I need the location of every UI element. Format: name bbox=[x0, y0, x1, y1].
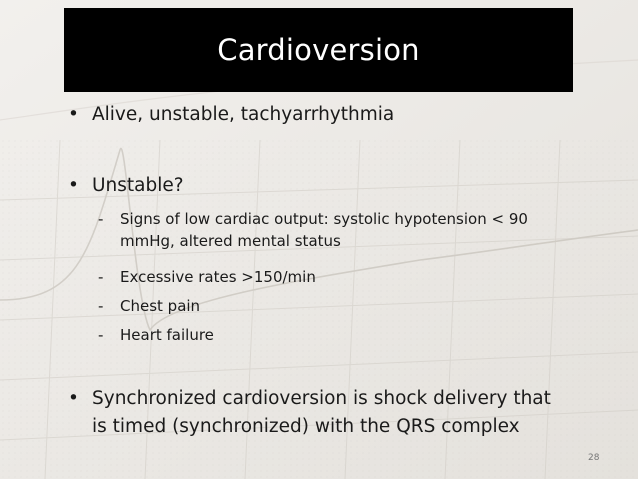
sub-bullet-item bbox=[98, 295, 568, 317]
bullet-marker: • bbox=[68, 388, 79, 409]
slide-title: Cardioversion bbox=[217, 33, 420, 67]
sub-bullet-text: Excessive rates >150/min bbox=[120, 268, 316, 286]
title-bar bbox=[64, 8, 573, 92]
sub-bullet-marker: - bbox=[98, 297, 104, 315]
sub-bullet-item bbox=[98, 324, 568, 346]
sub-bullet-marker: - bbox=[98, 326, 104, 344]
sub-bullet-item bbox=[98, 208, 568, 252]
sub-bullet-item bbox=[98, 266, 568, 288]
bullet-marker: • bbox=[68, 104, 79, 125]
bullet-item bbox=[68, 101, 548, 129]
bullet-marker: • bbox=[68, 175, 79, 196]
bullet-item bbox=[68, 172, 548, 200]
page-number: 28 bbox=[588, 453, 600, 463]
bullet-text: Alive, unstable, tachyarrhythmia bbox=[92, 104, 395, 125]
sub-bullet-marker: - bbox=[98, 268, 104, 286]
sub-bullet-marker: - bbox=[98, 210, 104, 228]
bullet-text: Unstable? bbox=[92, 175, 184, 196]
sub-bullet-text: Chest pain bbox=[120, 297, 201, 315]
bullet-text: Synchronized cardioversion is shock delivery that is timed (synchronized) with the QRS complex bbox=[92, 388, 551, 437]
sub-bullet-text: Signs of low cardiac output: systolic hypotension < 90 mmHg, altered mental status bbox=[120, 210, 528, 250]
sub-bullet-text: Heart failure bbox=[120, 326, 214, 344]
bullet-item bbox=[68, 385, 558, 441]
